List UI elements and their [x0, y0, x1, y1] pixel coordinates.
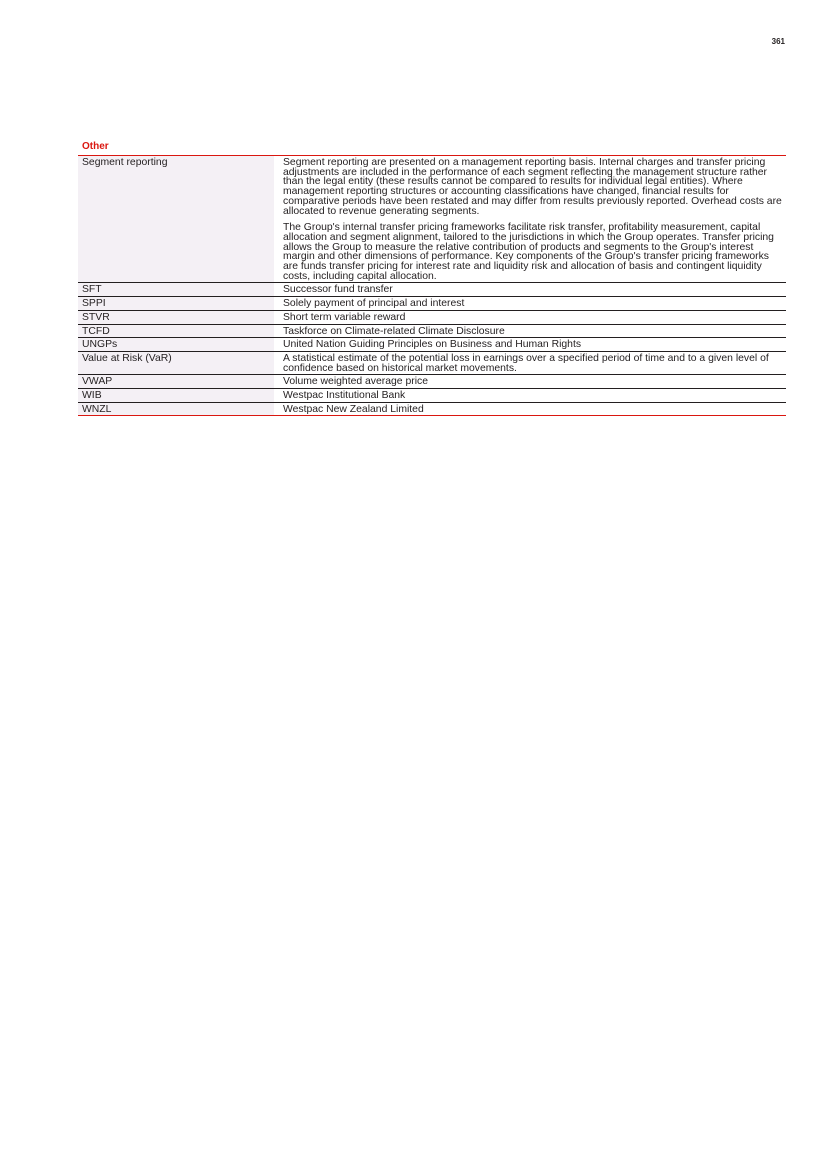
glossary-definition [274, 156, 786, 283]
glossary-term: VWAP [78, 375, 274, 389]
glossary-term: SPPI [78, 297, 274, 311]
glossary-term: UNGPs [78, 338, 274, 352]
glossary-term: WIB [78, 389, 274, 403]
definition-paragraph: Successor fund transfer [283, 284, 393, 296]
definition-paragraph: The Group's internal transfer pricing frameworks facilitate risk transfer, profitability measurement, capital allocation and segment alignment, tailored to the jurisdictions in which the Group operates. Transfer pricing allows the Group to measure the relative contribution of products and segments to the Group's interest margin and other dimensions of performance. Key components of the Group's transfer pricing frameworks are funds transfer pricing for interest rate and liquidity risk and allocation of basis and contingent liquidity costs, including capital allocation. [283, 222, 774, 282]
definition-paragraph: A statistical estimate of the potential loss in earnings over a specified period of time and to a given level of confidence based on historical market movements. [283, 352, 769, 374]
glossary-section [78, 141, 786, 416]
glossary-term: STVR [78, 310, 274, 324]
glossary-definition [274, 389, 786, 403]
table-row [78, 297, 786, 311]
glossary-definition [274, 402, 786, 416]
glossary-definition [274, 338, 786, 352]
glossary-term: SFT [78, 283, 274, 297]
glossary-term: WNZL [78, 402, 274, 416]
table-row [78, 351, 786, 374]
glossary-definition [274, 324, 786, 338]
table-row [78, 156, 786, 283]
definition-paragraph: Volume weighted average price [283, 376, 428, 388]
glossary-definition [274, 310, 786, 324]
definition-paragraph: Westpac Institutional Bank [283, 390, 406, 402]
table-row [78, 338, 786, 352]
glossary-table-body [78, 156, 786, 416]
definition-paragraph: Short term variable reward [283, 311, 406, 323]
glossary-term: Value at Risk (VaR) [78, 351, 274, 374]
glossary-definition [274, 375, 786, 389]
definition-paragraph: Solely payment of principal and interest [283, 298, 465, 310]
table-row [78, 283, 786, 297]
section-heading: Other [78, 141, 786, 156]
glossary-definition [274, 283, 786, 297]
table-row [78, 310, 786, 324]
glossary-term: TCFD [78, 324, 274, 338]
definition-paragraph: Taskforce on Climate-related Climate Disclosure [283, 325, 505, 337]
table-row [78, 375, 786, 389]
table-row [78, 324, 786, 338]
definition-paragraph: Segment reporting are presented on a management reporting basis. Internal charges and transfer pricing adjustments are included in the performance of each segment reflecting the management structure rather than the legal entity (these results cannot be compared to results for individual legal entities). Where management reporting structures or accounting classifications have changed, financial results for comparative periods have been restated and may differ from results previously reported. Overhead costs are allocated to revenue generating segments. [283, 157, 782, 217]
definition-paragraph: Westpac New Zealand Limited [283, 403, 424, 415]
table-row [78, 389, 786, 403]
definition-paragraph: United Nation Guiding Principles on Business and Human Rights [283, 339, 582, 351]
page-number: 361 [771, 37, 785, 46]
glossary-definition [274, 297, 786, 311]
glossary-term: Segment reporting [78, 156, 274, 283]
table-row [78, 402, 786, 416]
glossary-table [78, 156, 786, 416]
glossary-definition [274, 351, 786, 374]
